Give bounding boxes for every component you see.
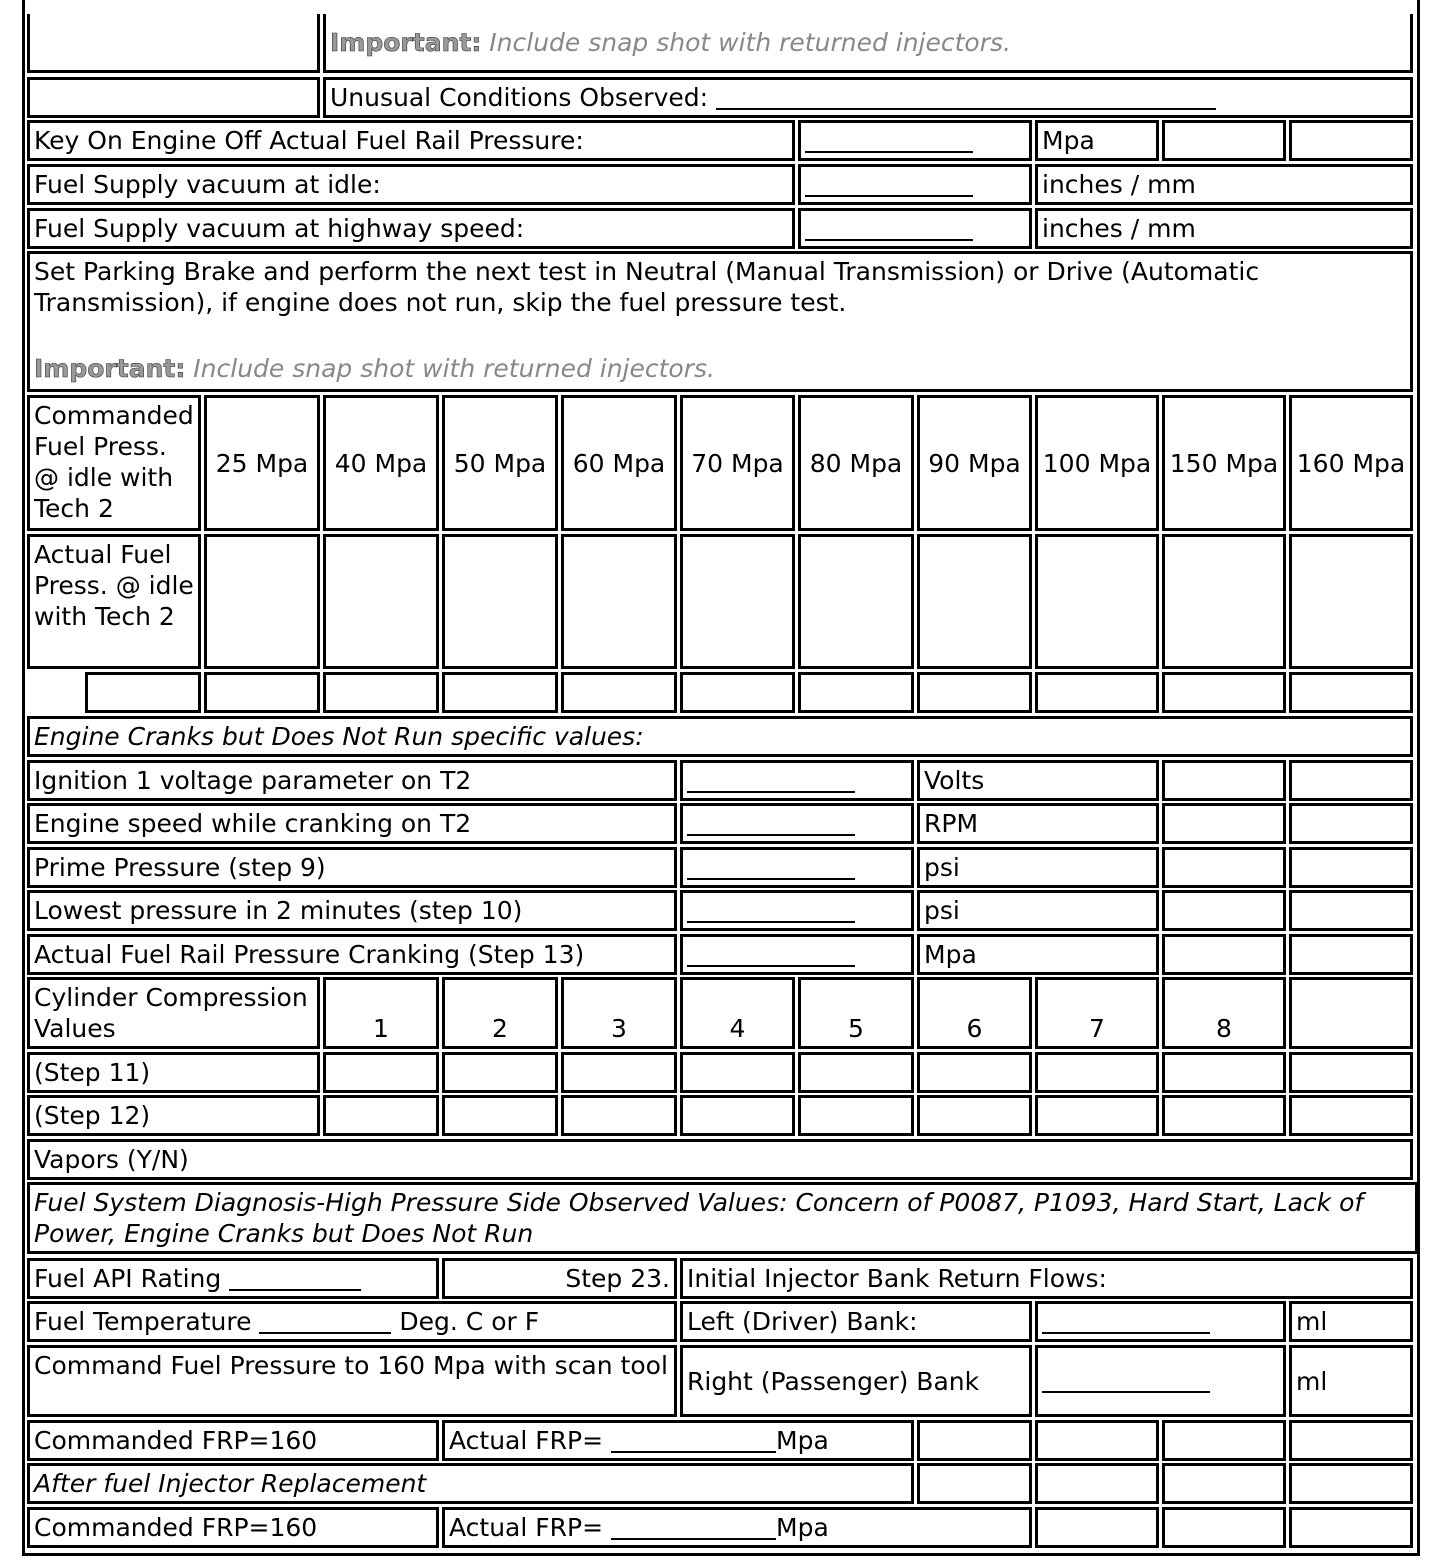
actual-pressure-input[interactable] (1289, 534, 1413, 669)
actual-pressure-input[interactable] (680, 534, 795, 669)
pressure-cell: 60 Mpa (561, 395, 677, 531)
cranks-row-label: Prime Pressure (step 9) (27, 847, 677, 888)
pressure-cell: 150 Mpa (1162, 395, 1286, 531)
compression-input[interactable] (1162, 1052, 1286, 1093)
important-label: Important: (330, 27, 482, 57)
compression-input[interactable] (680, 1052, 795, 1093)
pressure-cell: 100 Mpa (1035, 395, 1159, 531)
vacuum-idle-unit: inches / mm (1035, 164, 1413, 205)
cylinder-number: 4 (680, 977, 795, 1049)
actual-pressure-input[interactable] (442, 534, 558, 669)
pressure-cell: 160 Mpa (1289, 395, 1413, 531)
cranks-row-value[interactable] (680, 760, 914, 801)
after-replacement-label: After fuel Injector Replacement (27, 1463, 914, 1504)
empty-cell[interactable] (1289, 120, 1413, 161)
actual-frp-unit: Mpa (776, 1426, 829, 1455)
actual-frp (442, 1507, 1032, 1548)
right-bank-unit: ml (1289, 1345, 1413, 1417)
actual-pressure-input[interactable] (1035, 534, 1159, 669)
empty-cell[interactable] (1289, 803, 1413, 844)
compression-input[interactable] (442, 1095, 558, 1136)
pressure-cell: 70 Mpa (680, 395, 795, 531)
right-bank-label: Right (Passenger) Bank (680, 1345, 1032, 1417)
empty-cell[interactable] (798, 672, 914, 713)
fuel-temp-blank[interactable] (259, 1310, 391, 1334)
empty-cell[interactable] (1162, 890, 1286, 931)
empty-cell[interactable] (1035, 1507, 1159, 1548)
cylinder-number: 8 (1162, 977, 1286, 1049)
fuel-temp-unit: Deg. C or F (399, 1307, 540, 1336)
actual-pressure-input[interactable] (561, 534, 677, 669)
empty-cell[interactable] (1289, 1507, 1413, 1548)
empty-cell[interactable] (85, 672, 201, 713)
actual-pressure-input[interactable] (917, 534, 1032, 669)
cylinder-number: 6 (917, 977, 1032, 1049)
right-bank-value[interactable] (1035, 1345, 1286, 1417)
empty-cell[interactable] (917, 1420, 1032, 1461)
step23-label: Step 23. (442, 1258, 677, 1299)
unusual-label: Unusual Conditions Observed: (330, 83, 709, 112)
compression-input[interactable] (798, 1052, 914, 1093)
step12-label: (Step 12) (27, 1095, 320, 1136)
compression-input[interactable] (442, 1052, 558, 1093)
cylinder-number: 2 (442, 977, 558, 1049)
important-text: Include snap shot with returned injectors. (193, 354, 715, 383)
empty-cell[interactable] (917, 1463, 1032, 1504)
important-text: Include snap shot with returned injectors. (489, 27, 1011, 57)
fuel-api-label: Fuel API Rating (34, 1264, 222, 1293)
empty-cell[interactable] (1162, 120, 1286, 161)
cranks-row-unit: psi (917, 847, 1159, 888)
empty-cell[interactable] (323, 672, 439, 713)
empty-cell[interactable] (1035, 1420, 1159, 1461)
instructions-text: Set Parking Brake and perform the next test in Neutral (Manual Transmission) or Drive (Automatic Transmission), if engine does not run, skip the fuel pressure test. (34, 257, 1260, 317)
actual-pressure-input[interactable] (323, 534, 439, 669)
cranks-row-value[interactable] (680, 890, 914, 931)
empty-cell[interactable] (1162, 1463, 1286, 1504)
unusual-conditions (323, 77, 1413, 118)
blank-cell (27, 14, 320, 73)
empty-cell[interactable] (1162, 760, 1286, 801)
actual-frp (442, 1420, 914, 1461)
empty-cell[interactable] (1162, 1420, 1286, 1461)
compression-input[interactable] (1035, 1052, 1159, 1093)
instructions-block (27, 251, 1413, 392)
compression-input[interactable] (1035, 1095, 1159, 1136)
compression-input[interactable] (1289, 1052, 1413, 1093)
cranks-row-unit: RPM (917, 803, 1159, 844)
vapors-label: Vapors (Y/N) (27, 1139, 1413, 1180)
pressure-cell: 40 Mpa (323, 395, 439, 531)
empty-cell[interactable] (1162, 1507, 1286, 1548)
cylinder-number: 7 (1035, 977, 1159, 1049)
step11-label: (Step 11) (27, 1052, 320, 1093)
vacuum-idle-value[interactable] (798, 164, 1032, 205)
actual-pressure-input[interactable] (798, 534, 914, 669)
empty-cell[interactable] (1035, 1463, 1159, 1504)
actual-frp-label: Actual FRP= (449, 1426, 604, 1455)
cranks-row-value[interactable] (680, 847, 914, 888)
koeo-value[interactable] (798, 120, 1032, 161)
actual-frp-blank[interactable] (611, 1429, 776, 1453)
vacuum-highway-label: Fuel Supply vacuum at highway speed: (27, 208, 795, 249)
empty-cell[interactable] (1289, 672, 1413, 713)
empty-cell[interactable] (204, 672, 320, 713)
command-instruction: Command Fuel Pressure to 160 Mpa with scan tool (27, 1345, 677, 1417)
actual-frp-blank[interactable] (611, 1516, 776, 1540)
cranks-row-value[interactable] (680, 934, 914, 975)
cranks-row-unit: Mpa (917, 934, 1159, 975)
cylinder-number: 1 (323, 977, 439, 1049)
actual-pressure-input[interactable] (1162, 534, 1286, 669)
empty-cell[interactable] (442, 672, 558, 713)
left-bank-label: Left (Driver) Bank: (680, 1301, 1032, 1342)
cranks-row-label: Ignition 1 voltage parameter on T2 (27, 760, 677, 801)
vacuum-idle-label: Fuel Supply vacuum at idle: (27, 164, 795, 205)
compression-input[interactable] (917, 1052, 1032, 1093)
cranks-row-value[interactable] (680, 803, 914, 844)
empty-cell[interactable] (1289, 890, 1413, 931)
initial-return-flows: Initial Injector Bank Return Flows: (680, 1258, 1413, 1299)
empty-cell[interactable] (1162, 803, 1286, 844)
compression-input[interactable] (323, 1095, 439, 1136)
compression-input[interactable] (798, 1095, 914, 1136)
empty-cell[interactable] (1289, 1420, 1413, 1461)
compression-input[interactable] (1289, 1095, 1413, 1136)
koeo-label: Key On Engine Off Actual Fuel Rail Pressure: (27, 120, 795, 161)
empty-cell[interactable] (561, 672, 677, 713)
fuel-temperature (27, 1301, 677, 1342)
empty-cell[interactable] (1289, 760, 1413, 801)
cranks-row-label: Actual Fuel Rail Pressure Cranking (Step 13) (27, 934, 677, 975)
compression-input[interactable] (323, 1052, 439, 1093)
empty-cell[interactable] (1289, 847, 1413, 888)
actual-frp-unit: Mpa (776, 1513, 829, 1542)
actual-frp-label: Actual FRP= (449, 1513, 604, 1542)
empty-cell (1289, 977, 1413, 1049)
unusual-blank[interactable] (716, 86, 1216, 110)
empty-cell[interactable] (917, 672, 1032, 713)
cranks-row-unit: psi (917, 890, 1159, 931)
compression-input[interactable] (561, 1052, 677, 1093)
pressure-cell: 90 Mpa (917, 395, 1032, 531)
compression-input[interactable] (917, 1095, 1032, 1136)
empty-cell[interactable] (680, 672, 795, 713)
compression-input[interactable] (561, 1095, 677, 1136)
commanded-frp: Commanded FRP=160 (27, 1507, 439, 1548)
cranks-row-unit: Volts (917, 760, 1159, 801)
fuel-api-rating (27, 1258, 439, 1299)
cranks-row-label: Engine speed while cranking on T2 (27, 803, 677, 844)
cylinder-number: 5 (798, 977, 914, 1049)
cylinder-number: 3 (561, 977, 677, 1049)
vacuum-highway-value[interactable] (798, 208, 1032, 249)
pressure-cell: 25 Mpa (204, 395, 320, 531)
empty-cell[interactable] (1162, 934, 1286, 975)
empty-cell[interactable] (1035, 672, 1159, 713)
pressure-cell: 50 Mpa (442, 395, 558, 531)
fuel-temp-label: Fuel Temperature (34, 1307, 252, 1336)
empty-cell[interactable] (1289, 1463, 1413, 1504)
fuel-api-blank[interactable] (229, 1267, 361, 1291)
koeo-unit: Mpa (1035, 120, 1159, 161)
compression-label: Cylinder Compression Values (27, 977, 320, 1049)
cranks-row-label: Lowest pressure in 2 minutes (step 10) (27, 890, 677, 931)
left-bank-unit: ml (1289, 1301, 1413, 1342)
empty-cell[interactable] (1162, 672, 1286, 713)
empty-cell[interactable] (1162, 847, 1286, 888)
important-label: Important: (34, 354, 186, 383)
vacuum-highway-unit: inches / mm (1035, 208, 1413, 249)
commanded-pressure-label: Commanded Fuel Press. @ idle with Tech 2 (27, 395, 201, 531)
compression-input[interactable] (1162, 1095, 1286, 1136)
actual-pressure-label: Actual Fuel Press. @ idle with Tech 2 (27, 534, 201, 669)
actual-pressure-input[interactable] (204, 534, 320, 669)
important-note (323, 14, 1413, 73)
compression-input[interactable] (680, 1095, 795, 1136)
empty-cell[interactable] (1289, 934, 1413, 975)
commanded-frp: Commanded FRP=160 (27, 1420, 439, 1461)
blank-cell (27, 77, 320, 118)
left-bank-value[interactable] (1035, 1301, 1286, 1342)
high-pressure-title: Fuel System Diagnosis-High Pressure Side Observed Values: Concern of P0087, P1093, Hard Start, Lack of Power, Engine Cranks but Does Not Run (27, 1182, 1418, 1254)
cranks-section-title: Engine Cranks but Does Not Run specific values: (27, 716, 1413, 757)
pressure-cell: 80 Mpa (798, 395, 914, 531)
